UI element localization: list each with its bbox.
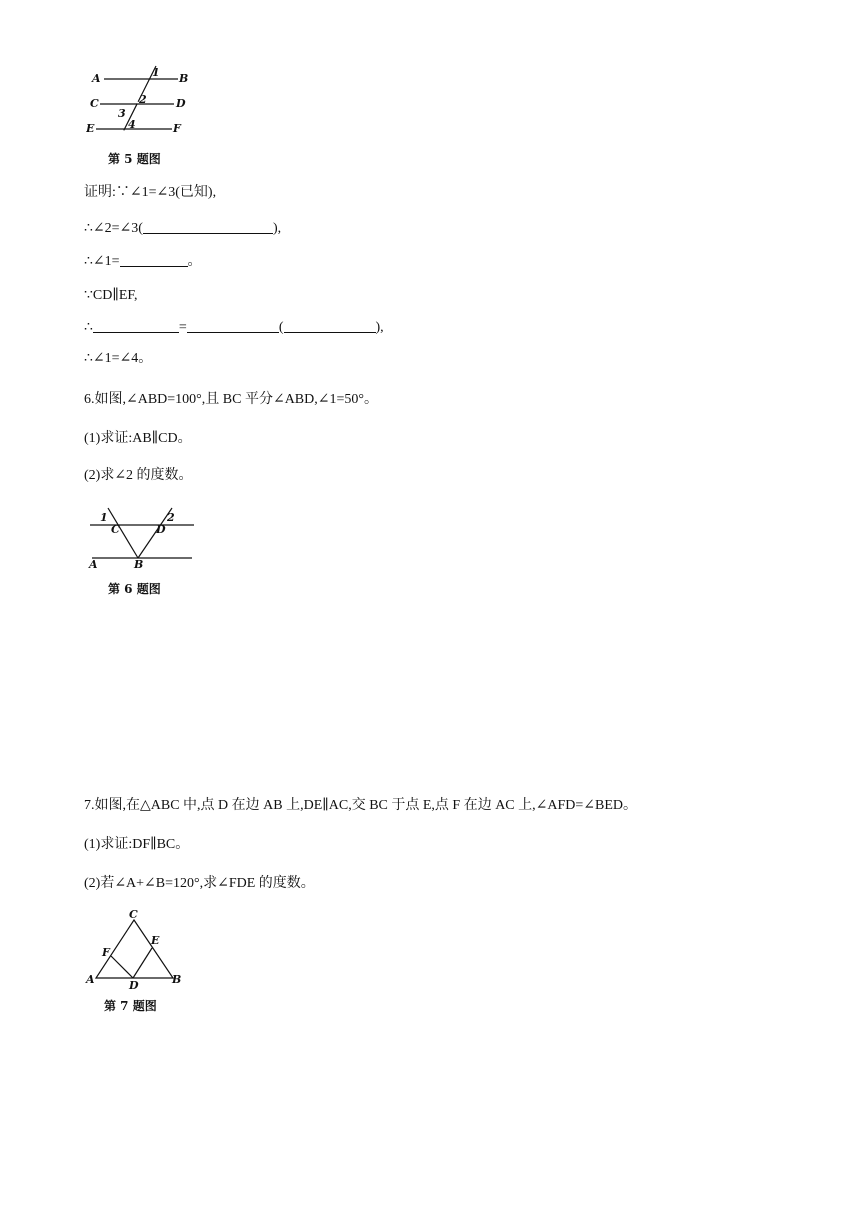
q5-line-2-suffix: ),	[272, 221, 282, 236]
label-b: B	[172, 973, 182, 986]
label-c: C	[129, 908, 138, 921]
q6-part-2: (2)求∠2 的度数。	[84, 468, 193, 483]
figure-6-diagram	[84, 504, 196, 574]
q5-line-1: 证明:∵∠1=∠3(已知),	[84, 185, 217, 200]
q6-part-1: (1)求证:AB∥CD。	[84, 431, 192, 446]
q5-line-2-prefix: ∴∠2=∠3(	[84, 221, 143, 236]
label-e: E	[151, 934, 160, 947]
label-angle-3: 3	[118, 107, 126, 120]
blank-reason-2[interactable]	[284, 318, 376, 333]
transversal	[120, 66, 156, 138]
figure-5-caption: 第 5 题图	[108, 152, 161, 166]
q5-line-4: ∵CD∥EF,	[84, 288, 138, 303]
label-f: F	[173, 122, 181, 135]
label-angle-2: 2	[139, 93, 147, 106]
label-e: E	[86, 122, 95, 135]
q5-line-5-eq: =	[178, 320, 187, 335]
label-angle-4: 4	[128, 118, 136, 131]
q6-title: 6.如图,∠ABD=100°,且 BC 平分∠ABD,∠1=50°。	[84, 392, 378, 407]
label-d: D	[129, 979, 139, 990]
label-2: 2	[167, 511, 175, 524]
label-b: B	[134, 558, 144, 571]
q7-title: 7.如图,在△ABC 中,点 D 在边 AB 上,DE∥AC,交 BC 于点 E,点 F 在边 AC 上,∠AFD=∠BED。	[84, 798, 638, 813]
label-d: D	[176, 97, 186, 110]
q7-part-2: (2)若∠A+∠B=120°,求∠FDE 的度数。	[84, 876, 315, 891]
q5-line-6: ∴∠1=∠4。	[84, 351, 153, 366]
q5-line-5-open: (	[278, 320, 284, 335]
label-a: A	[92, 72, 101, 85]
blank-angle-right[interactable]	[187, 318, 279, 333]
label-d: D	[156, 523, 166, 536]
q7-part-1: (1)求证:DF∥BC。	[84, 837, 190, 852]
q5-line-5-prefix: ∴	[84, 320, 93, 335]
segment-df	[111, 956, 133, 978]
q5-line-2	[84, 219, 281, 238]
label-b: B	[179, 72, 189, 85]
label-a: A	[89, 558, 98, 571]
q5-line-3-prefix: ∴∠1=	[84, 254, 120, 269]
blank-angle-left[interactable]	[93, 318, 179, 333]
label-f: F	[102, 946, 110, 959]
q5-line-3-suffix: 。	[187, 254, 202, 269]
segment-de	[133, 948, 152, 978]
blank-reason-1[interactable]	[143, 219, 273, 234]
label-1: 1	[100, 511, 108, 524]
label-a: A	[86, 973, 95, 986]
figure-7-diagram	[84, 908, 184, 990]
figure-6-caption: 第 6 题图	[108, 582, 161, 596]
blank-angle-eq[interactable]	[120, 252, 188, 267]
label-c: C	[90, 97, 99, 110]
q5-line-5-close: ),	[375, 320, 384, 335]
figure-7-caption: 第 7 题图	[104, 999, 157, 1013]
figure-5-diagram	[86, 62, 196, 142]
label-c: C	[111, 523, 120, 536]
q5-line-3	[84, 252, 202, 271]
q5-line-5	[84, 318, 384, 337]
label-angle-1: 1	[152, 66, 160, 79]
